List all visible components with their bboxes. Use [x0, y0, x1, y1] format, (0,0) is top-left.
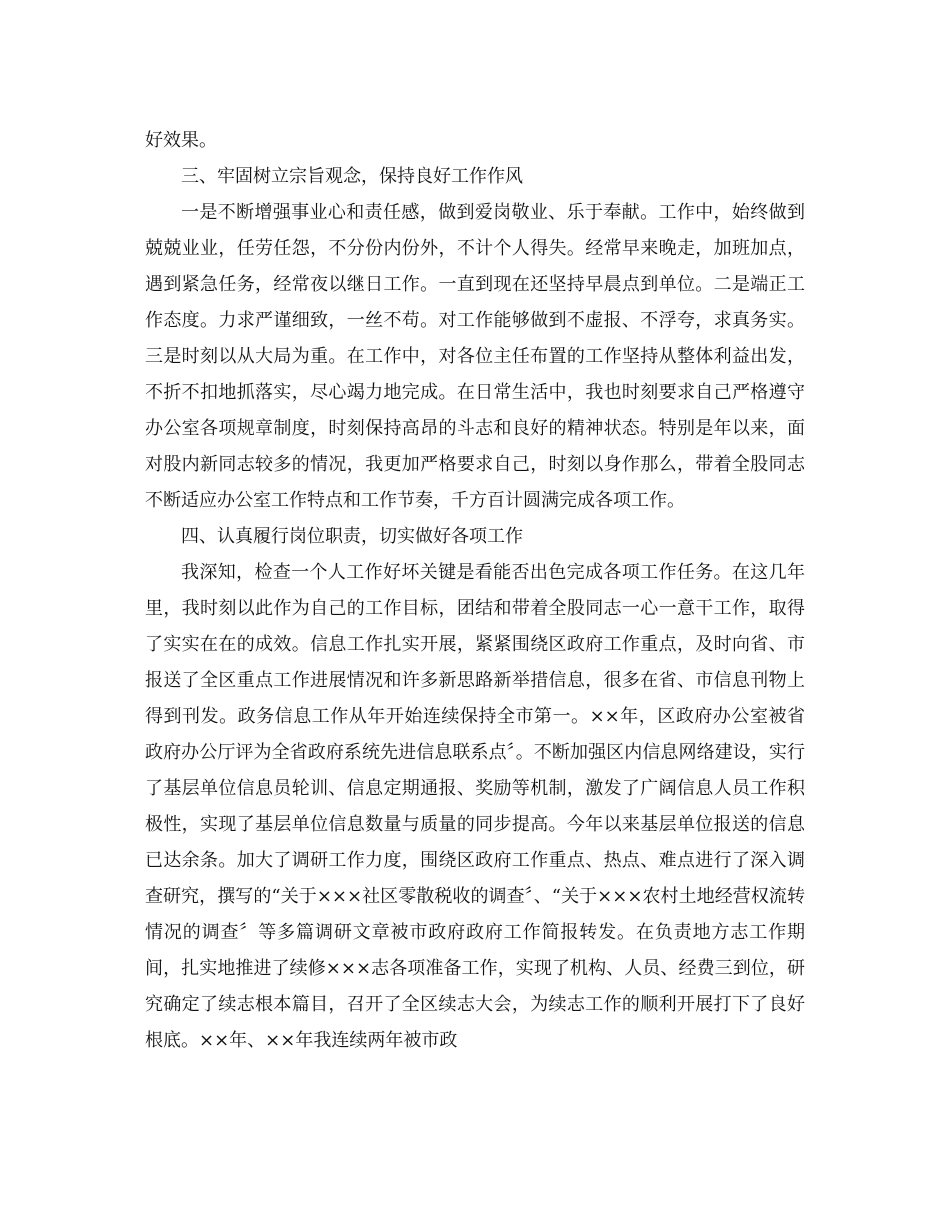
document-body — [145, 123, 805, 1059]
paragraph-continuation: 好效果。 — [145, 130, 217, 151]
section-heading-three: 三、牢固树立宗旨观念，保持良好工作作风 — [181, 166, 523, 187]
paragraph-work-style: 一是不断增强事业心和责任感，做到爱岗敬业、乐于奉献。工作中，始终做到兢兢业业，任劳任怨，不分份内份外，不计个人得失。经常早来晚走，加班加点，遇到紧急任务，经常夜以继日工作。一直到现在还坚持早晨点到单位。二是端正工作态度。力求严谨细致，一丝不苟。对工作能够做到不虚报、不浮夸，求真务实。三是时刻以从大局为重。在工作中，对各位主任布置的工作坚持从整体利益出发，不折不扣地抓落实，尽心竭力地完成。在日常生活中，我也时刻要求自己严格遵守办公室各项规章制度，时刻保持高昂的斗志和良好的精神状态。特别是年以来，面对股内新同志较多的情况，我更加严格要求自己，时刻以身作那么，带着全股同志不断适应办公室工作特点和工作节奏，千方百计圆满完成各项工作。 — [145, 202, 805, 511]
section-heading-four: 四、认真履行岗位职责，切实做好各项工作 — [181, 526, 523, 547]
paragraph-duties: 我深知，检查一个人工作好坏关键是看能否出色完成各项工作任务。在这几年里，我时刻以此作为自己的工作目标，团结和带着全股同志一心一意干工作，取得了实实在在的成效。信息工作扎实开展，紧紧围绕区政府工作重点，及时向省、市报送了全区重点工作进展情况和许多新思路新举措信息，很多在省、市信息刊物上得到刊发。政务信息工作从年开始连续保持全市第一。××年，区政府办公室被省政府办公厅评为全省政府系统先进信息联系点〞。不断加强区内信息网络建设，实行了基层单位信息员轮训、信息定期通报、奖励等机制，激发了广阔信息人员工作积极性，实现了基层单位信息数量与质量的同步提高。今年以来基层单位报送的信息已达余条。加大了调研工作力度，围绕区政府工作重点、热点、难点进行了深入调查研究，撰写的“关于×××社区零散税收的调查〞、“关于×××农村土地经营权流转情况的调查〞等多篇调研文章被市政府政府工作简报转发。在负责地方志工作期间，扎实地推进了续修×××志各项准备工作，实现了机构、人员、经费三到位，研究确定了续志根本篇目，召开了全区续志大会，为续志工作的顺利开展打下了良好根底。××年、××年我连续两年被市政 — [145, 562, 805, 1051]
